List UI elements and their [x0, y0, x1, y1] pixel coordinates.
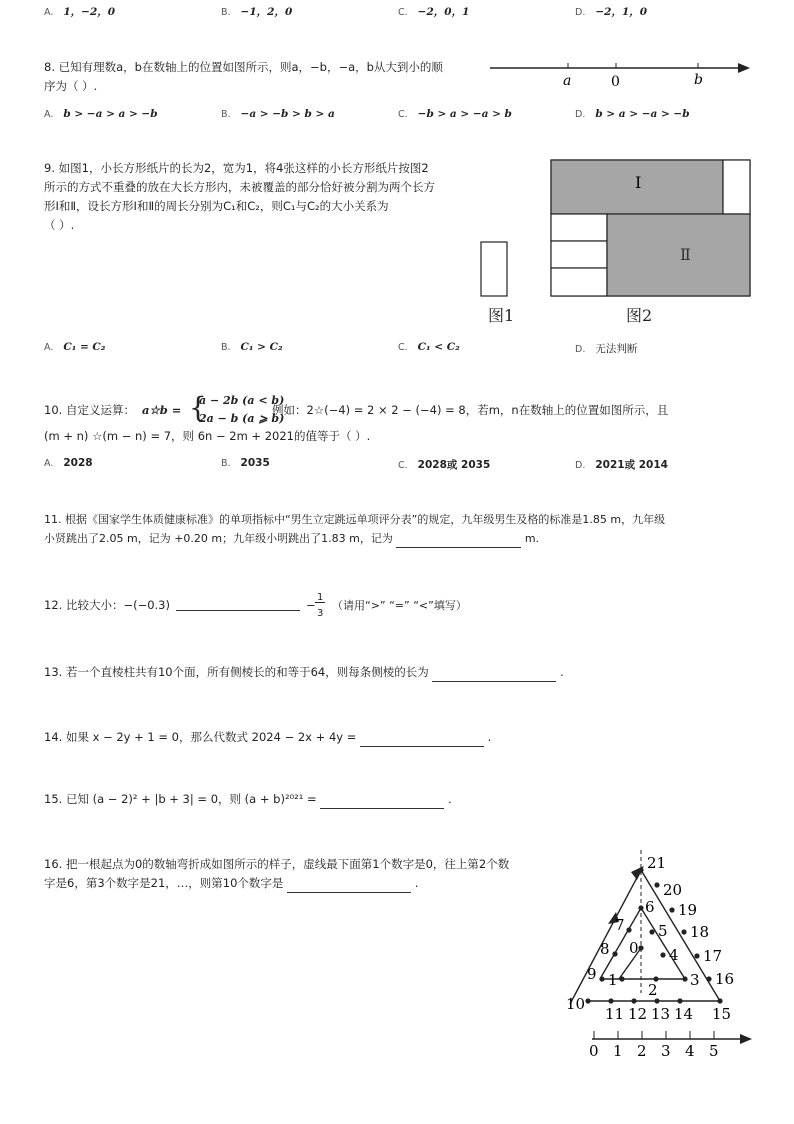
q16-number-9: 9 [587, 965, 597, 983]
q10-line2: (m + n) ☆(m − n) = 7，则 6n − 2m + 2021的值等于（ ）. [44, 429, 371, 443]
q15-answer-blank[interactable] [320, 796, 444, 809]
q8-line1: 8. 已知有理数a，b在数轴上的位置如图所示，则a，−b，−a，b从大到小的顺 [44, 60, 443, 74]
q10-brace: { [189, 391, 207, 424]
q16-number-0: 0 [629, 939, 639, 957]
q16-number-21: 21 [647, 854, 667, 872]
q13-stem: 13. 若一个直棱柱共有10个面，所有侧棱长的和等于64，则每条侧棱的长为 . [44, 663, 564, 682]
q16-number-16: 16 [715, 970, 735, 988]
q16-dot-21 [638, 867, 643, 872]
q8-label-0: 0 [611, 74, 620, 90]
q12-answer-blank[interactable] [176, 598, 300, 611]
q14-answer-blank[interactable] [360, 734, 484, 747]
q9-line4: （ ）. [44, 218, 75, 232]
q8-option-c[interactable]: C. −b > a > −a > b [398, 108, 512, 120]
q16-number-11: 11 [605, 1005, 625, 1023]
q10-options [44, 457, 784, 473]
q16-axis-arrow-icon [740, 1034, 752, 1044]
q16-number-1: 1 [608, 971, 618, 989]
q9-small-rect-2 [551, 241, 607, 268]
q8-option-a[interactable]: A. b > −a > a > −b [44, 108, 158, 120]
q7-options [44, 4, 784, 20]
q16-dot-17 [694, 953, 699, 958]
q10-option-a[interactable]: A. 2028 [44, 457, 93, 469]
q16-number-20: 20 [663, 881, 683, 899]
q16-dot-10 [585, 998, 590, 1003]
q14-stem: 14. 如果 x − 2y + 1 = 0，那么代数式 2024 − 2x + 4y = . [44, 728, 491, 747]
q16-dot-6 [638, 905, 643, 910]
q16-number-18: 18 [690, 923, 710, 941]
q11-line1: 11. 根据《国家学生体质健康标准》的单项指标中“男生立定跳远单项评分表”的规定，九年级男生及格的标准是1.85 m，九年级 [44, 513, 666, 526]
q16-dot-4 [660, 952, 665, 957]
q16-axis-number-0: 0 [589, 1042, 599, 1060]
q9-line2: 所示的方式不重叠的放在大长方形内，未被覆盖的部分恰好被分割为两个长方 [44, 180, 435, 194]
q8-option-b[interactable]: B. −a > −b > b > a [221, 108, 335, 120]
q13-answer-blank[interactable] [432, 669, 556, 682]
q12-stem: 12. 比较大小：−(−0.3) − 1 3 （请用“>” “=” “<”填写） [44, 592, 467, 619]
q11-stem: 11. 根据《国家学生体质健康标准》的单项指标中“男生立定跳远单项评分表”的规定，九年级男生及格的标准是1.85 m，九年级 小贤跳出了2.05 m，记为 +0.20 m；九年级小明跳出了1.83 m，记为 m. [44, 510, 750, 548]
q16-dot-13 [654, 998, 659, 1003]
q8-label-a: a [563, 73, 572, 89]
q8-option-d[interactable]: D. b > a > −a > −b [575, 108, 690, 120]
q16-dot-0 [638, 945, 643, 950]
q16-dot-9 [599, 976, 604, 981]
q9-figures [478, 156, 754, 300]
q16-number-4: 4 [669, 946, 679, 964]
q9-line3: 形Ⅰ和Ⅱ，设长方形Ⅰ和Ⅱ的周长分别为C₁和C₂，则C₁与C₂的大小关系为 [44, 199, 389, 213]
q16-number-2: 2 [648, 981, 658, 999]
q16-dot-19 [669, 907, 674, 912]
q9-fig1-caption: 图1 [488, 306, 515, 325]
q16-line1: 16. 把一根起点为0的数轴弯折成如图所示的样子，虚线最下面第1个数字是0，往上第2个数 [44, 857, 510, 871]
q16-triangle-figure [556, 848, 760, 1062]
q9-small-rect-top [723, 160, 750, 214]
q7-option-c[interactable]: C. −2，0，1 [398, 6, 470, 18]
q9-option-d[interactable]: D. 无法判断 [575, 343, 638, 355]
q16-number-6: 6 [645, 898, 655, 916]
q8-stem [44, 58, 484, 96]
q9-small-rect-3 [551, 268, 607, 296]
q16-number-8: 8 [600, 940, 610, 958]
q9-stem [44, 159, 474, 235]
q16-dot-12 [631, 998, 636, 1003]
q16-dot-1 [619, 976, 624, 981]
q16-dot-15 [717, 998, 722, 1003]
q16-axis-number-5: 5 [709, 1042, 719, 1060]
q16-stem: 16. 把一根起点为0的数轴弯折成如图所示的样子，虚线最下面第1个数字是0，往上第2个数 字是6，第3个数字是21，…，则第10个数字是 . [44, 855, 554, 893]
q16-dot-16 [706, 976, 711, 981]
q7-option-b[interactable]: B. −1，2，0 [221, 6, 293, 18]
q16-outer-left-edge [570, 870, 641, 1004]
q10-option-b[interactable]: B. 2035 [221, 457, 270, 469]
q16-axis-number-1: 1 [613, 1042, 623, 1060]
q9-rect1-label: Ⅰ [635, 173, 642, 192]
q9-option-a[interactable]: A. C₁ = C₂ [44, 341, 106, 353]
q9-small-rect-1 [551, 214, 607, 241]
q9-line1: 9. 如图1，小长方形纸片的长为2，宽为1，将4张这样的小长方形纸片按图2 [44, 161, 429, 175]
q16-dot-8 [612, 951, 617, 956]
q8-number-line [488, 56, 752, 90]
q9-option-b[interactable]: B. C₁ > C₂ [221, 341, 283, 353]
q16-dot-20 [654, 882, 659, 887]
q16-dot-11 [608, 998, 613, 1003]
q16-number-15: 15 [712, 1005, 732, 1023]
q11-answer-blank[interactable] [396, 535, 521, 548]
q11-line2: 小贤跳出了2.05 m，记为 +0.20 m；九年级小明跳出了1.83 m，记为 [44, 532, 393, 545]
q7-option-a[interactable]: A. 1，−2，0 [44, 6, 116, 18]
q16-dot-14 [677, 998, 682, 1003]
q16-number-5: 5 [658, 922, 668, 940]
q16-number-14: 14 [674, 1005, 694, 1023]
q16-axis-labels [589, 1031, 719, 1060]
q16-dot-18 [681, 929, 686, 934]
q16-number-17: 17 [703, 947, 723, 965]
q7-option-d[interactable]: D. −2，1，0 [575, 6, 648, 18]
q16-answer-blank[interactable] [287, 880, 411, 893]
q16-axis-number-3: 3 [661, 1042, 671, 1060]
q16-number-12: 12 [628, 1005, 648, 1023]
q16-axis-number-2: 2 [637, 1042, 647, 1060]
q16-number-10: 10 [566, 995, 586, 1013]
q9-option-c[interactable]: C. C₁ < C₂ [398, 341, 460, 353]
q16-number-7: 7 [615, 916, 625, 934]
q8-label-b: b [694, 72, 703, 88]
q9-fig1-rect [481, 242, 507, 296]
q10-line1: 10. 自定义运算： a☆b = { a − 2b (a < b) 2a − b (a ⩾ b) 例如：2☆(−4) = 2 × 2 − (−4) = 8，若m，n在数轴上的位置如图所示，且 [44, 391, 669, 425]
q16-number-labels [566, 854, 734, 1023]
q15-stem: 15. 已知 (a − 2)² + |b + 3| = 0，则 (a + b)²⁰²¹ = . [44, 790, 452, 809]
q8-line2: 序为（ ）. [44, 79, 98, 93]
q10-option-c[interactable]: C. 2028或 2035 [398, 459, 491, 471]
q8-axis-arrow-icon [738, 63, 750, 73]
q16-dot-5 [649, 929, 654, 934]
q10-stem [44, 393, 774, 449]
q16-axis-number-4: 4 [685, 1042, 695, 1060]
q10-option-d[interactable]: D. 2021或 2014 [575, 459, 668, 471]
q16-number-13: 13 [651, 1005, 671, 1023]
q16-number-3: 3 [690, 971, 700, 989]
q9-rect-2 [607, 214, 750, 296]
q16-line2: 字是6，第3个数字是21，…，则第10个数字是 [44, 876, 284, 890]
q16-dot-3 [682, 976, 687, 981]
q12-fraction-bar [315, 602, 325, 603]
q16-number-19: 19 [678, 901, 698, 919]
q9-fig2-caption: 图2 [626, 306, 653, 325]
q8-options [44, 108, 784, 124]
q9-rect2-label: Ⅱ [680, 245, 691, 264]
q9-options [44, 341, 784, 357]
q16-dot-7 [626, 927, 631, 932]
